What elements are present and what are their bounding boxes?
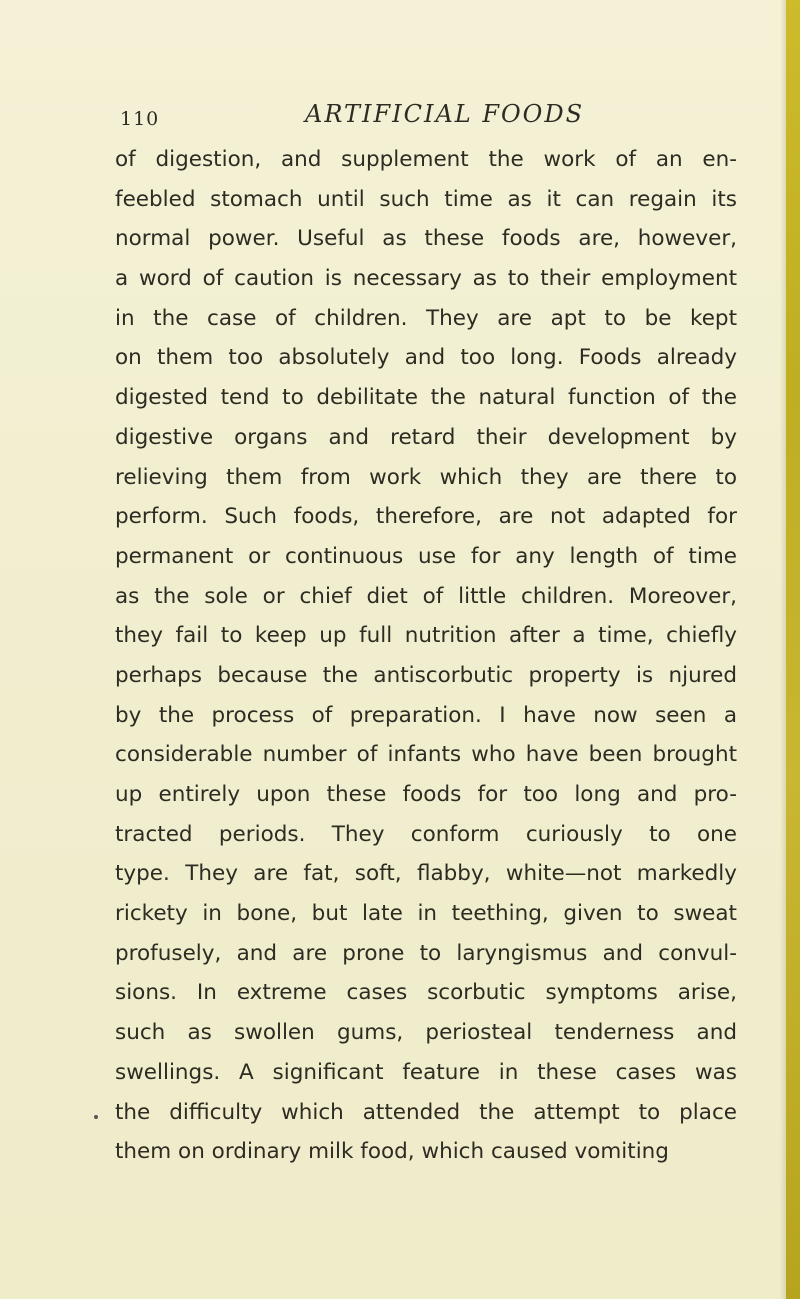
text-line: perhaps because the antiscorbutic property is njured — [115, 662, 737, 688]
text-line: permanent or continuous use for any length of time — [115, 543, 737, 569]
text-line: up entirely upon these foods for too long and pro- — [115, 782, 737, 807]
text-line: relieving them from work which they are there to — [115, 464, 737, 490]
text-line: on them too absolutely and too long. Foods already — [115, 345, 737, 371]
page-edge — [786, 0, 800, 1299]
text-line: perform. Such foods, therefore, are not adapted for — [115, 504, 737, 530]
text-line: sions. In extreme cases scorbutic symptoms arise, — [115, 980, 737, 1006]
text-line: feebled stomach until such time as it can regain its — [115, 186, 737, 212]
text-line: as the sole or chief diet of little children. Moreover, — [115, 583, 737, 609]
text-line: type. They are fat, soft, flabby, white—not markedly — [115, 861, 737, 887]
text-line: by the process of preparation. I have now seen a — [115, 702, 737, 728]
text-line: considerable number of infants who have been brought — [115, 742, 737, 768]
text-line: they fail to keep up full nutrition after a time, chiefly — [115, 623, 737, 649]
running-head: ARTIFICIAL FOODS — [305, 100, 585, 128]
text-line: them on ordinary milk food, which caused vomiting — [115, 1139, 669, 1165]
text-line: tracted periods. They conform curiously to one — [115, 821, 737, 847]
text-line: digested tend to debilitate the natural function of the — [115, 385, 737, 411]
margin-mark — [94, 1115, 98, 1119]
page-number: 110 — [120, 108, 160, 130]
text-line: in the case of children. They are apt to be kept — [115, 305, 737, 331]
text-line: such as swollen gums, periosteal tenderness and — [115, 1020, 737, 1046]
text-line: digestive organs and retard their development by — [115, 424, 737, 450]
text-line: of digestion, and supplement the work of an en- — [115, 147, 737, 172]
body-text — [115, 140, 737, 1172]
text-line: profusely, and are prone to laryngismus and convul- — [115, 940, 737, 966]
text-line: the difficulty which attended the attempt to place — [115, 1099, 737, 1125]
text-line: swellings. A significant feature in these cases was — [115, 1059, 737, 1085]
text-line: rickety in bone, but late in teething, given to sweat — [115, 901, 737, 927]
page-header — [0, 100, 800, 140]
text-line: a word of caution is necessary as to their employment — [115, 266, 737, 292]
text-line: normal power. Useful as these foods are, however, — [115, 226, 737, 252]
